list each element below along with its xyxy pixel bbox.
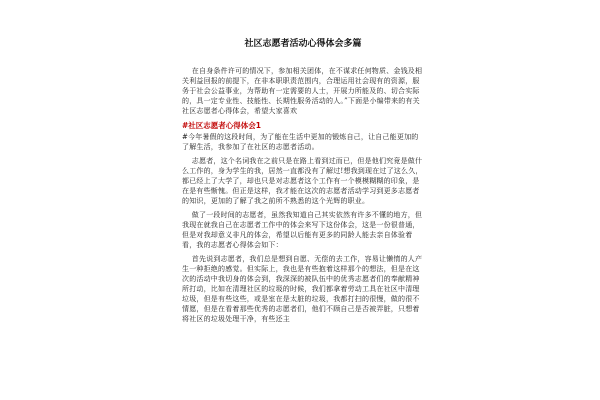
intro-paragraph: 在自身条件许可的情况下，参加相关团体，在不谋求任何物质、金钱及相关利益回报的前提下，在非本职职责范围内，合理运用社会现有的资源，服务于社会公益事业，为帮助有一定需要的人士，开展力所能及的、切合实际的，具一定专业性、技能性、长期性服务活动的人。”下面是小编带来的有关社区志愿者心得体会，希望大家喜欢 bbox=[182, 67, 423, 115]
page-title: 社区志愿者活动心得体会多篇 bbox=[244, 39, 362, 49]
body-paragraph: 做了一段时间的志愿者，虽然我知道自己其实依然有许多不懂的地方，但我现在就我自己在志愿者工作中的体会来写下这份体会，这是一份很普通，但是对我却意义非凡的体会，希望以后能有更多的同龄人能去亲自体验着看，我的志愿者心得体会如下： bbox=[182, 211, 423, 249]
body-paragraph: 首先说到志愿者，我们总是想到自愿、无偿的去工作，容易让懒惰的人产生一种拒绝的感觉。但实际上，我也是有些抱着这样那个的想法，但是在这次的活动中我切身的体会到，我深深的被队伍中的优秀志愿者们的奉献精神所打动，比如在清理社区的垃圾的时候，我们都拿着劳动工具在社区中清理垃圾，但是有些这些，或是室在是太脏的垃圾，我都打扫的很慢，做的很不情愿，但是在看着那些优秀的志愿者们，他们不顾自己是否被弄脏，只想着将社区的垃圾处理干净，有些还主 bbox=[182, 255, 423, 323]
body-paragraph: #今年暑假的这段时间，为了能在生活中更加的锻炼自己，让自己能更加的了解生活，我参加了在社区的志愿者活动。 bbox=[182, 133, 419, 151]
section-heading: #社区志愿者心得体会1 bbox=[182, 121, 262, 130]
body-paragraph: 志愿者，这个名词我在之前只是在路上看到过而已，但是他们究竟是做什么工作的，身为学生的我，居然一直都没有了解过!想我到现在过了这么久，都已经上了大学了，却也只是对志愿者这个工作有一个模模糊糊的印象，是在是有些惭愧。但正是这样，我才能在这次的志愿者活动学习到更多志愿者的知识，更加的了解了我之前所不熟悉的这个光辉的职业。 bbox=[182, 157, 423, 205]
document-page bbox=[182, 26, 424, 400]
